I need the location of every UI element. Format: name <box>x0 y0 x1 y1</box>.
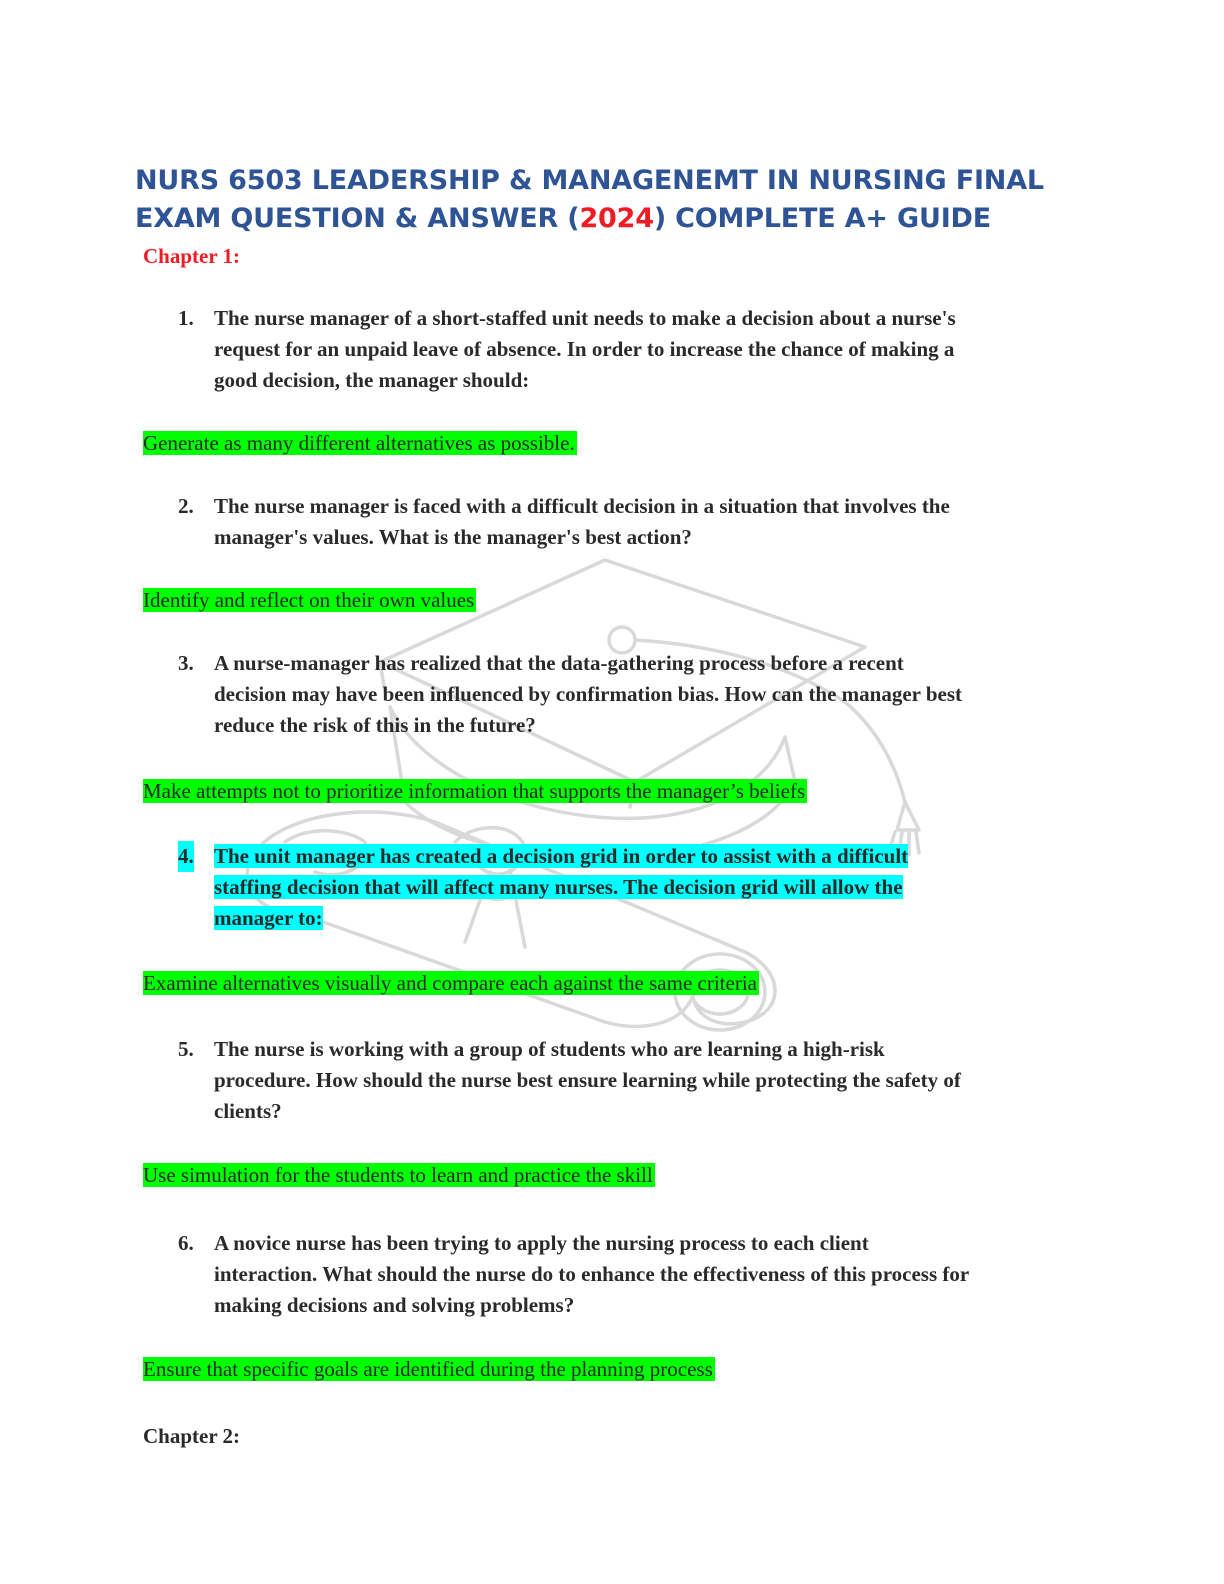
question-line: A novice nurse has been trying to apply the nursing process to each client <box>214 1231 869 1255</box>
question-line: good decision, the manager should: <box>214 368 530 392</box>
question-6 <box>178 1228 1078 1321</box>
question-number: 2. <box>178 494 194 518</box>
question-line: A nurse-manager has realized that the data-gathering process before a recent <box>214 651 904 675</box>
question-number: 4. <box>178 841 194 872</box>
question-4 <box>178 841 1078 934</box>
question-number: 1. <box>178 306 194 330</box>
answer-4 <box>143 970 759 996</box>
title-year: 2024 <box>579 203 654 234</box>
document-title <box>135 162 1115 238</box>
answer-text: Use simulation for the students to learn and practice the skill <box>143 1163 653 1187</box>
question-line: The unit manager has created a decision grid in order to assist with a difficult <box>214 844 909 868</box>
question-line: The nurse manager is faced with a difficult decision in a situation that involves the <box>214 494 950 518</box>
question-2 <box>178 491 1078 553</box>
question-line: The nurse is working with a group of students who are learning a high-risk <box>214 1037 885 1061</box>
question-line: procedure. How should the nurse best ensure learning while protecting the safety of <box>214 1068 961 1092</box>
answer-text: Make attempts not to prioritize information that supports the manager’s beliefs <box>143 779 806 803</box>
question-line: staffing decision that will affect many nurses. The decision grid will allow the <box>214 875 903 899</box>
question-line: clients? <box>214 1099 282 1123</box>
question-line: The nurse manager of a short-staffed unit needs to make a decision about a nurse's <box>214 306 956 330</box>
question-line: manager's values. What is the manager's best action? <box>214 525 692 549</box>
question-line: interaction. What should the nurse do to enhance the effectiveness of this process for <box>214 1262 970 1286</box>
answer-2 <box>143 587 476 613</box>
answer-3 <box>143 778 807 804</box>
answer-1 <box>143 430 577 456</box>
question-line: manager to: <box>214 906 323 930</box>
answer-5 <box>143 1162 655 1188</box>
answer-text: Ensure that specific goals are identified during the planning process <box>143 1357 713 1381</box>
question-number: 5. <box>178 1037 194 1061</box>
question-1 <box>178 303 1078 396</box>
question-line: making decisions and solving problems? <box>214 1293 575 1317</box>
question-line: decision may have been influenced by confirmation bias. How can the manager best <box>214 682 963 706</box>
chapter-1-heading: Chapter 1: <box>143 244 241 268</box>
question-line: request for an unpaid leave of absence. In order to increase the chance of making a <box>214 337 955 361</box>
chapter-2-heading: Chapter 2: <box>143 1424 241 1448</box>
title-text-end: ) COMPLETE A+ GUIDE <box>653 203 991 234</box>
question-number: 6. <box>178 1231 194 1255</box>
answer-text: Generate as many different alternatives as possible. <box>143 431 575 455</box>
answer-6 <box>143 1356 715 1382</box>
question-3 <box>178 648 1078 741</box>
title-text-start: NURS 6503 LEADERSHIP & MANAGENEMT IN NURSING FINAL EXAM QUESTION & ANSWER ( <box>135 165 1044 234</box>
answer-text: Identify and reflect on their own values <box>143 588 475 612</box>
question-number: 3. <box>178 651 194 675</box>
question-5 <box>178 1034 1078 1127</box>
answer-text: Examine alternatives visually and compare each against the same criteria <box>143 971 757 995</box>
question-line: reduce the risk of this in the future? <box>214 713 536 737</box>
